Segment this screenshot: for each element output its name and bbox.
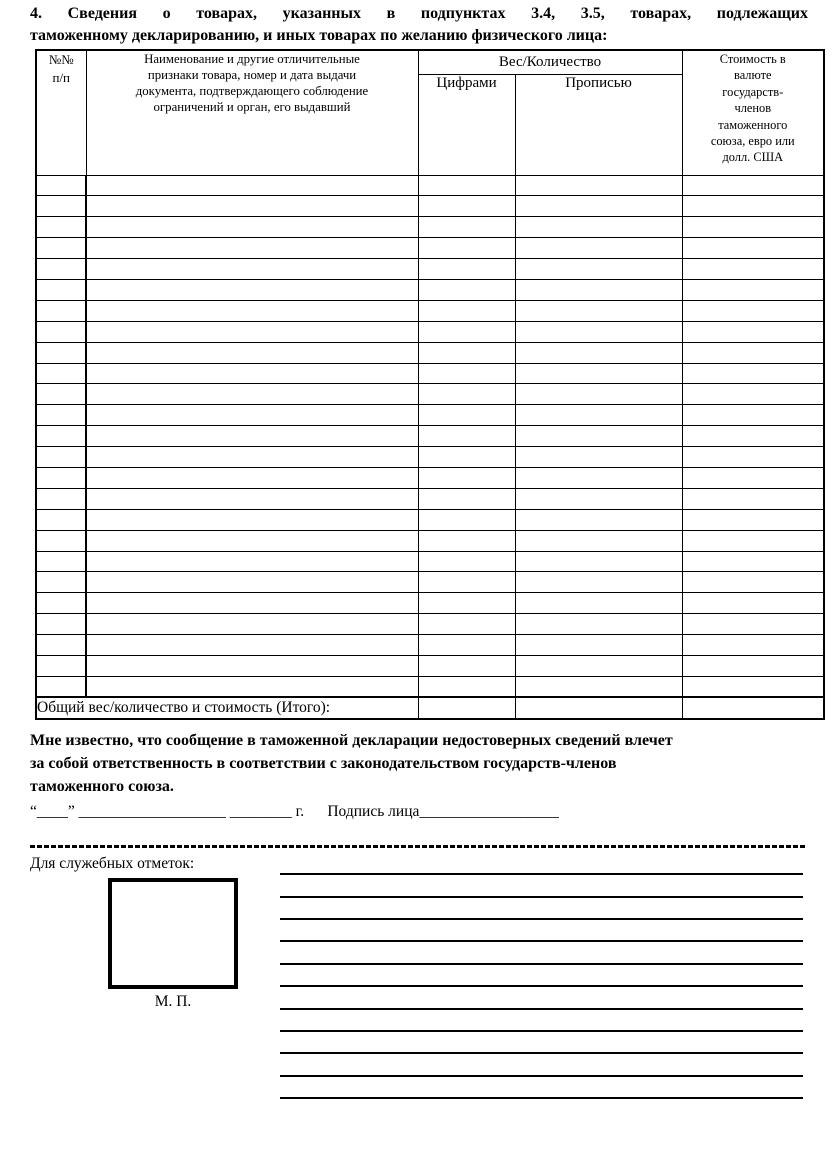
- table-cell: [418, 405, 515, 426]
- table-cell: [682, 279, 824, 300]
- table-cell: [36, 259, 86, 280]
- header-name-line: документа, подтверждающего соблюдение: [135, 84, 369, 98]
- service-note-lines: [280, 855, 803, 1099]
- table-cell: [682, 217, 824, 238]
- table-cell: [515, 530, 682, 551]
- table-cell: [418, 530, 515, 551]
- header-num-line: №№: [48, 52, 74, 67]
- table-row: [36, 676, 824, 697]
- table-cell: [418, 551, 515, 572]
- table-cell: [86, 614, 418, 635]
- table-row: [36, 593, 824, 614]
- table-cell: [36, 509, 86, 530]
- table-cell: [682, 175, 824, 196]
- header-cell-name: [86, 50, 418, 175]
- table-cell: [682, 363, 824, 384]
- header-name-line: Наименование и другие отличительные: [144, 52, 360, 66]
- table-cell: [36, 342, 86, 363]
- note-line: [280, 1032, 803, 1054]
- table-cell: [36, 238, 86, 259]
- table-cell: [682, 509, 824, 530]
- table-cell: [418, 238, 515, 259]
- header-name-line: признаки товара, номер и дата выдачи: [147, 68, 357, 82]
- table-cell: [682, 300, 824, 321]
- table-row: [36, 655, 824, 676]
- table-row: [36, 530, 824, 551]
- table-cell: [515, 259, 682, 280]
- table-row: [36, 175, 824, 196]
- table-cell: [682, 488, 824, 509]
- table-cell: [515, 509, 682, 530]
- note-line: [280, 875, 803, 897]
- table-cell: [36, 196, 86, 217]
- table-cell: [515, 300, 682, 321]
- stamp-label: М. П.: [154, 993, 192, 1011]
- table-cell: [418, 426, 515, 447]
- header-cell-cost: [682, 50, 824, 175]
- table-cell: [36, 655, 86, 676]
- table-cell: [515, 467, 682, 488]
- table-row: [36, 488, 824, 509]
- table-row: [36, 342, 824, 363]
- table-cell: [418, 447, 515, 468]
- header-cost-line: союза, евро или: [710, 134, 795, 149]
- table-cell: [86, 196, 418, 217]
- table-cell: [86, 530, 418, 551]
- table-row: [36, 551, 824, 572]
- statement-line: за собой ответственность в соответствии с законодательством государств-членов: [30, 755, 617, 773]
- table-cell: [86, 467, 418, 488]
- table-cell: [515, 655, 682, 676]
- table-cell: [515, 426, 682, 447]
- table-cell: [418, 572, 515, 593]
- table-cell: [682, 259, 824, 280]
- note-line: [280, 1077, 803, 1099]
- table-cell: [515, 321, 682, 342]
- header-cell-in-digits: Цифрами: [418, 74, 515, 175]
- total-label-cell: Общий вес/количество и стоимость (Итого):: [36, 697, 418, 719]
- table-cell: [418, 217, 515, 238]
- table-row: [36, 467, 824, 488]
- header-cost-line: членов: [734, 101, 772, 116]
- table-cell: [86, 447, 418, 468]
- table-cell: [36, 447, 86, 468]
- table-cell: [515, 363, 682, 384]
- heading-line-1: 4. Сведения о товарах, указанных в подпунктах 3.4, 3.5, товарах, подлежащих: [30, 5, 808, 22]
- table-cell: [682, 384, 824, 405]
- table-cell: [86, 488, 418, 509]
- table-cell: [36, 530, 86, 551]
- table-cell: [36, 279, 86, 300]
- stamp-box: [108, 878, 238, 989]
- table-cell: [418, 467, 515, 488]
- table-row: [36, 426, 824, 447]
- table-cell: [515, 676, 682, 697]
- table-cell: [682, 467, 824, 488]
- table-row: [36, 238, 824, 259]
- total-value-cell-cost: [682, 697, 824, 719]
- total-row: [36, 697, 824, 719]
- header-cell-num: [36, 50, 86, 175]
- statement-line: таможенного союза.: [30, 778, 174, 796]
- table-cell: [86, 405, 418, 426]
- table-cell: [86, 217, 418, 238]
- table-cell: [418, 635, 515, 656]
- section-heading: [30, 3, 808, 47]
- table-cell: [36, 426, 86, 447]
- table-row: [36, 405, 824, 426]
- note-line: [280, 1010, 803, 1032]
- table-cell: [36, 676, 86, 697]
- dashed-separator-line: [30, 845, 805, 848]
- table-cell: [682, 196, 824, 217]
- table-cell: [515, 614, 682, 635]
- table-cell: [86, 426, 418, 447]
- table-cell: [86, 572, 418, 593]
- table-cell: [36, 551, 86, 572]
- table-cell: [418, 614, 515, 635]
- table-cell: [682, 238, 824, 259]
- table-cell: [36, 321, 86, 342]
- table-cell: [515, 175, 682, 196]
- table-cell: [86, 635, 418, 656]
- table-cell: [682, 342, 824, 363]
- table-cell: [418, 676, 515, 697]
- table-cell: [86, 279, 418, 300]
- header-cell-in-words: Прописью: [515, 74, 682, 175]
- service-notes-label: Для служебных отметок:: [30, 855, 195, 873]
- table-cell: [36, 614, 86, 635]
- header-name-line: ограничений и орган, его выдавший: [153, 100, 351, 114]
- table-cell: [418, 593, 515, 614]
- table-cell: [86, 384, 418, 405]
- table-cell: [682, 593, 824, 614]
- table-cell: [515, 572, 682, 593]
- table-cell: [515, 279, 682, 300]
- table-cell: [682, 614, 824, 635]
- header-cost-line: долл. США: [722, 150, 784, 165]
- table-cell: [682, 405, 824, 426]
- statement-line: Мне известно, что сообщение в таможенной декларации недостоверных сведений влечет: [30, 732, 673, 750]
- table-cell: [36, 300, 86, 321]
- table-cell: [515, 488, 682, 509]
- total-value-cell-digits: [418, 697, 515, 719]
- table-cell: [86, 342, 418, 363]
- table-row: [36, 196, 824, 217]
- table-cell: [682, 530, 824, 551]
- table-cell: [36, 635, 86, 656]
- table-cell: [418, 300, 515, 321]
- table-cell: [682, 551, 824, 572]
- table-row: [36, 614, 824, 635]
- table-cell: [515, 196, 682, 217]
- table-cell: [515, 405, 682, 426]
- table-cell: [36, 488, 86, 509]
- table-row: [36, 217, 824, 238]
- table-cell: [515, 238, 682, 259]
- table-cell: [36, 175, 86, 196]
- table-cell: [418, 279, 515, 300]
- goods-table-body: [36, 175, 824, 697]
- table-cell: [36, 467, 86, 488]
- table-cell: [36, 363, 86, 384]
- table-cell: [36, 217, 86, 238]
- note-line: [280, 965, 803, 987]
- table-cell: [36, 593, 86, 614]
- table-cell: [86, 655, 418, 676]
- table-cell: [36, 384, 86, 405]
- table-cell: [682, 676, 824, 697]
- goods-table-header: [36, 50, 824, 175]
- goods-table: [35, 49, 825, 720]
- table-cell: [36, 405, 86, 426]
- date-signature-line: “____” ___________________ ________ г. Подпись лица__________________: [30, 803, 559, 821]
- table-cell: [86, 175, 418, 196]
- table-cell: [515, 217, 682, 238]
- header-cell-weight-quantity: Вес/Количество: [418, 50, 682, 74]
- table-row: [36, 384, 824, 405]
- table-cell: [418, 321, 515, 342]
- table-cell: [515, 342, 682, 363]
- table-cell: [418, 488, 515, 509]
- table-cell: [86, 509, 418, 530]
- table-row: [36, 447, 824, 468]
- table-row: [36, 363, 824, 384]
- table-cell: [682, 426, 824, 447]
- header-cost-line: валюте: [734, 68, 772, 83]
- table-cell: [515, 384, 682, 405]
- table-cell: [86, 259, 418, 280]
- table-cell: [515, 593, 682, 614]
- table-cell: [418, 384, 515, 405]
- note-line: [280, 920, 803, 942]
- note-line: [280, 987, 803, 1009]
- table-cell: [682, 655, 824, 676]
- table-cell: [418, 509, 515, 530]
- table-cell: [86, 551, 418, 572]
- header-num-line: п/п: [52, 70, 71, 85]
- note-line: [280, 898, 803, 920]
- total-value-cell-words: [515, 697, 682, 719]
- table-cell: [418, 175, 515, 196]
- header-cost-line: Стоимость в: [719, 52, 786, 66]
- table-cell: [515, 551, 682, 572]
- table-cell: [418, 259, 515, 280]
- table-row: [36, 300, 824, 321]
- table-cell: [86, 593, 418, 614]
- table-row: [36, 321, 824, 342]
- table-row: [36, 635, 824, 656]
- table-cell: [515, 447, 682, 468]
- table-cell: [682, 635, 824, 656]
- table-cell: [682, 447, 824, 468]
- service-notes-section: [0, 855, 833, 1140]
- table-cell: [86, 300, 418, 321]
- note-line: [280, 942, 803, 964]
- table-cell: [682, 321, 824, 342]
- table-cell: [682, 572, 824, 593]
- table-cell: [418, 342, 515, 363]
- table-cell: [418, 363, 515, 384]
- note-line: [280, 855, 803, 875]
- table-cell: [418, 655, 515, 676]
- table-cell: [515, 635, 682, 656]
- table-cell: [86, 676, 418, 697]
- table-cell: [86, 238, 418, 259]
- table-row: [36, 279, 824, 300]
- table-cell: [418, 196, 515, 217]
- header-cost-line: таможенного: [718, 117, 788, 132]
- heading-line-2: таможенному декларированию, и иных товарах по желанию физического лица:: [30, 27, 608, 44]
- note-line: [280, 1054, 803, 1076]
- table-cell: [86, 363, 418, 384]
- table-cell: [86, 321, 418, 342]
- table-cell: [36, 572, 86, 593]
- table-row: [36, 572, 824, 593]
- table-row: [36, 259, 824, 280]
- header-cost-line: государств-: [722, 84, 784, 99]
- liability-statement: [30, 729, 803, 798]
- table-row: [36, 509, 824, 530]
